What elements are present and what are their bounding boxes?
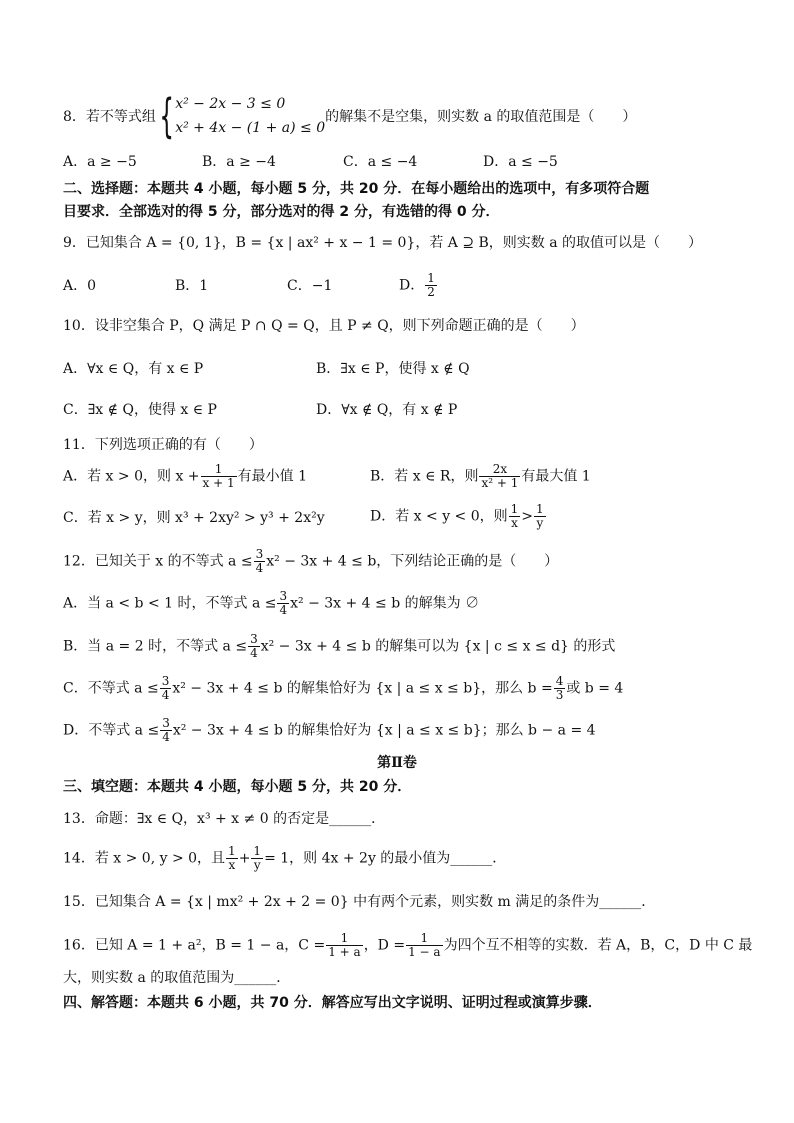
q16-middle: ，D = — [363, 937, 406, 954]
section-2-heading-line1: 二、选择题：本题共 4 小题，每小题 5 分，共 20 分．在每小题给出的选项中，有多项符合题 — [63, 181, 650, 197]
q12-stem-prefix: 12．已知关于 x 的不等式 a ≤ — [63, 553, 253, 570]
q16-d-fraction — [406, 932, 442, 959]
q16-prefix: 16．已知 A = 1 + a²，B = 1 − a，C = — [63, 937, 326, 954]
fraction-denominator: 4 — [250, 646, 258, 660]
question-14 — [63, 845, 506, 872]
q11-d-prefix: D．若 x < y < 0，则 — [370, 508, 508, 525]
q9-option-a: A．0 — [63, 278, 97, 294]
q14-fraction-2 — [251, 845, 263, 872]
q12-b-suffix: x² − 3x + 4 ≤ b 的解集可以为 {x | c ≤ x ≤ d} 的形式 — [260, 638, 616, 655]
q16-c-fraction — [326, 932, 362, 959]
q8-line2: x² + 4x − (1 + a) ≤ 0 — [175, 120, 326, 136]
q11-d-fraction-2 — [534, 503, 546, 530]
q11-option-d — [370, 503, 547, 530]
question-16-line1 — [63, 932, 752, 959]
q12-a-fraction — [277, 590, 289, 617]
section-3-heading: 三、填空题：本题共 4 小题，每小题 5 分，共 20 分． — [63, 779, 412, 795]
fraction-denominator: 4 — [279, 603, 288, 617]
fraction-numerator: 3 — [162, 716, 170, 730]
q12-d-suffix: x² − 3x + 4 ≤ b 的解集恰好为 {x | a ≤ x ≤ b}；那么 b − a = 4 — [172, 722, 596, 739]
fraction-denominator: y — [536, 516, 544, 530]
q11-a-fraction — [201, 463, 237, 490]
q12-option-d — [63, 717, 596, 744]
q9-option-d-label: D． — [399, 277, 425, 294]
fraction-numerator: 3 — [255, 547, 264, 561]
q9-option-c: C．−1 — [287, 278, 333, 294]
q9-option-d — [399, 272, 438, 299]
q14-suffix: = 1，则 4x + 2y 的最小值为______． — [264, 850, 507, 867]
question-12-stem — [63, 548, 558, 575]
q12-b-prefix: B．当 a = 2 时，不等式 a ≤ — [63, 638, 248, 655]
plus-sign: + — [238, 850, 251, 867]
question-11-stem: 11．下列选项正确的有（ ） — [63, 437, 263, 453]
q9-option-d-fraction — [425, 272, 437, 299]
fraction-denominator: 4 — [255, 561, 264, 575]
left-brace-icon: { — [159, 89, 174, 143]
q10-option-d: D．∀x ∉ Q，有 x ∉ P — [316, 402, 458, 418]
q10-option-b: B．∃x ∈ P，使得 x ∉ Q — [316, 361, 470, 377]
fraction-denominator: y — [253, 858, 261, 872]
q12-d-fraction — [160, 717, 172, 744]
fraction-denominator: x² + 1 — [481, 476, 519, 490]
q12-option-b — [63, 633, 615, 660]
q11-a-prefix: A．若 x > 0，则 x + — [63, 468, 200, 485]
fraction-denominator: x + 1 — [202, 476, 235, 490]
q11-option-a — [63, 463, 307, 490]
q10-option-c: C．∃x ∉ Q，使得 x ∈ P — [63, 402, 217, 418]
q9-option-b: B．1 — [175, 278, 209, 294]
question-10-stem: 10．设非空集合 P，Q 满足 P ∩ Q = Q，且 P ≠ Q，则下列命题正确的是（ ） — [63, 318, 585, 334]
q12-a-prefix: A．当 a < b < 1 时，不等式 a ≤ — [63, 595, 277, 612]
q11-option-b — [370, 463, 591, 490]
q12-c-suffix: 或 b = 4 — [566, 680, 624, 697]
fraction-numerator: 1 — [406, 932, 442, 946]
fraction-denominator: 4 — [161, 688, 170, 702]
q12-a-suffix: x² − 3x + 4 ≤ b 的解集为 ∅ — [290, 595, 480, 612]
fraction-denominator: 2 — [427, 285, 435, 299]
fraction-numerator: 1 — [326, 932, 362, 946]
section-2-heading-line2: 目要求．全部选对的得 5 分，部分选对的得 2 分，有选错的得 0 分． — [63, 204, 500, 220]
question-13: 13．命题：∃x ∈ Q，x³ + x ≠ 0 的否定是______． — [63, 811, 386, 827]
fraction-denominator: 4 — [162, 730, 170, 744]
fraction-denominator: x — [228, 858, 236, 872]
fraction-numerator: 3 — [250, 632, 258, 646]
section-4-heading: 四、解答题：本题共 6 小题，共 70 分．解答应写出文字说明、证明过程或演算步骤． — [63, 995, 602, 1011]
q14-prefix: 14．若 x > 0, y > 0，且 — [63, 850, 226, 867]
fraction-numerator: 1 — [201, 463, 237, 477]
fraction-denominator: 1 + a — [328, 945, 361, 959]
question-9-stem: 9．已知集合 A = {0, 1}，B = {x | ax² + x − 1 = 0}，若 A ⊇ B，则实数 a 的取值可以是（ ） — [63, 235, 703, 251]
q8-option-b: B．a ≥ −4 — [202, 154, 276, 170]
q11-b-suffix: 有最大值 1 — [521, 468, 591, 485]
q12-c-prefix: C．不等式 a ≤ — [63, 680, 159, 697]
q12-c-fraction — [160, 675, 172, 702]
q10-option-a: A．∀x ∈ Q，有 x ∈ P — [63, 361, 204, 377]
q12-c-middle: x² − 3x + 4 ≤ b 的解集恰好为 {x | a ≤ x ≤ b}，那么 b = — [172, 680, 553, 697]
fraction-denominator: 1 − a — [408, 945, 441, 959]
fraction-numerator: 3 — [279, 589, 288, 603]
fraction-denominator: x — [511, 516, 518, 530]
q8-option-a: A．a ≥ −5 — [63, 154, 137, 170]
q12-b-fraction — [248, 633, 260, 660]
question-15: 15．已知集合 A = {x | mx² + 2x + 2 = 0} 中有两个元素，则实数 m 满足的条件为______． — [63, 894, 656, 910]
q12-option-c — [63, 675, 623, 702]
q11-d-fraction-1 — [509, 503, 521, 530]
question-16-line2: 大，则实数 a 的取值范围为______． — [63, 970, 291, 986]
q8-line1: x² − 2x − 3 ≤ 0 — [175, 96, 286, 112]
q12-c-answer-fraction — [554, 675, 566, 702]
fraction-numerator: 3 — [161, 674, 170, 688]
fraction-numerator: 1 — [228, 844, 236, 858]
q12-d-prefix: D．不等式 a ≤ — [63, 722, 160, 739]
q11-option-c: C．若 x > y，则 x³ + 2xy² > y³ + 2x²y — [63, 510, 325, 526]
greater-than-sign: > — [521, 508, 534, 525]
q8-suffix: 的解集不是空集，则实数 a 的取值范围是（ ） — [325, 109, 637, 125]
part-2-title: 第Ⅱ卷 — [377, 755, 417, 771]
q11-b-prefix: B．若 x ∈ R，则 — [370, 468, 479, 485]
fraction-numerator: 2x — [479, 463, 520, 477]
q12-option-a — [63, 590, 479, 617]
fraction-numerator: 1 — [536, 502, 544, 516]
q12-stem-suffix: x² − 3x + 4 ≤ b，下列结论正确的是（ ） — [266, 553, 559, 570]
q11-a-suffix: 有最小值 1 — [237, 468, 307, 485]
fraction-numerator: 1 — [427, 271, 435, 285]
fraction-denominator: 3 — [555, 688, 564, 702]
q11-b-fraction — [479, 463, 520, 490]
q8-system — [175, 92, 325, 140]
fraction-numerator: 4 — [555, 674, 564, 688]
q14-fraction-1 — [226, 845, 238, 872]
q12-stem-fraction — [254, 548, 266, 575]
q8-prefix: 8．若不等式组 — [63, 109, 156, 125]
question-8 — [63, 89, 637, 143]
q8-option-d: D．a ≤ −5 — [483, 154, 558, 170]
fraction-numerator: 1 — [253, 844, 262, 858]
q16-suffix: 为四个互不相等的实数．若 A，B，C，D 中 C 最 — [443, 937, 753, 954]
q8-option-c: C．a ≤ −4 — [343, 154, 418, 170]
fraction-numerator: 1 — [510, 502, 519, 516]
